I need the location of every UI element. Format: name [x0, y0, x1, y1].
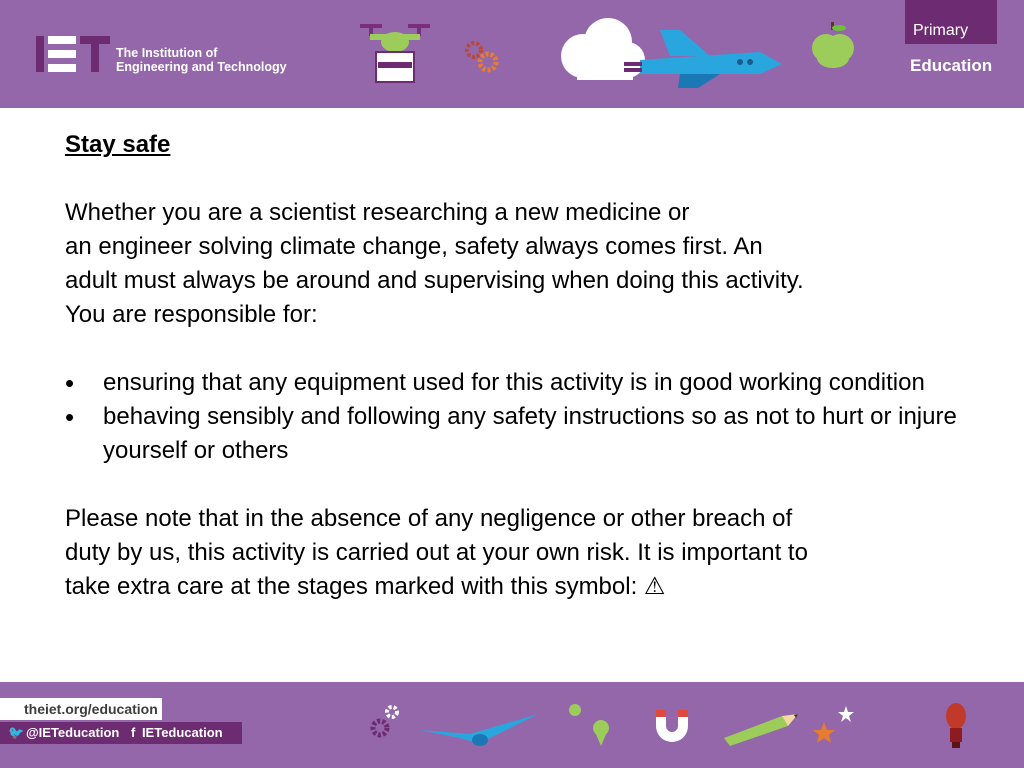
pencil-icon: [720, 712, 800, 748]
logo-line2: Engineering and Technology: [116, 60, 287, 74]
gears-icon: [368, 702, 404, 742]
facebook-handle[interactable]: IETeducation: [141, 725, 223, 740]
iet-logo-icon: [36, 36, 112, 72]
logo-line1: The Institution of: [116, 46, 218, 60]
gears-icon: [462, 40, 502, 76]
twitter-handle[interactable]: @IETeducation: [26, 725, 120, 740]
bullet-icon: •: [65, 402, 75, 432]
footer-banner: [0, 682, 1024, 768]
closing-line3: take extra care at the stages marked with this symbol: ⚠: [65, 573, 666, 600]
light-bulb-icon: [942, 702, 970, 752]
drone-icon: [360, 20, 430, 88]
intro-paragraph: [65, 196, 975, 332]
primary-tab: Primary: [905, 0, 997, 44]
closing-paragraph: [65, 502, 975, 604]
airplane-icon: [420, 714, 540, 750]
list-item: • behaving sensibly and following any safety instructions so as not to hurt or injure yourself or others: [65, 402, 957, 464]
star-icon: [812, 704, 856, 744]
facebook-icon: f: [130, 725, 136, 740]
social-links: [0, 722, 242, 744]
intro-line4: You are responsible for:: [65, 301, 318, 328]
map-pin-icon: [565, 702, 615, 748]
closing-line1: Please note that in the absence of any negligence or other breach of: [65, 505, 793, 532]
header-banner: [0, 0, 1024, 108]
intro-line2: an engineer solving climate change, safety always comes first. An: [65, 233, 763, 260]
intro-line3: adult must always be around and supervising when doing this activity.: [65, 267, 804, 294]
responsibility-list: [65, 366, 975, 468]
bullet-icon: •: [65, 368, 75, 398]
magnet-icon: [650, 706, 692, 744]
space-shuttle-icon: [620, 22, 785, 90]
intro-line1: Whether you are a scientist researching a new medicine or: [65, 199, 690, 226]
apple-icon: [812, 22, 854, 68]
logo-text: [116, 46, 287, 74]
list-item: • ensuring that any equipment used for this activity is in good working condition: [65, 368, 925, 398]
safety-content: [65, 128, 975, 604]
page-title: Stay safe: [65, 131, 171, 158]
closing-line2: duty by us, this activity is carried out at your own risk. It is important to: [65, 539, 808, 566]
twitter-bird-icon: 🐦: [8, 725, 25, 740]
education-label: Education: [910, 56, 993, 75]
website-link[interactable]: theiet.org/education: [0, 698, 162, 720]
